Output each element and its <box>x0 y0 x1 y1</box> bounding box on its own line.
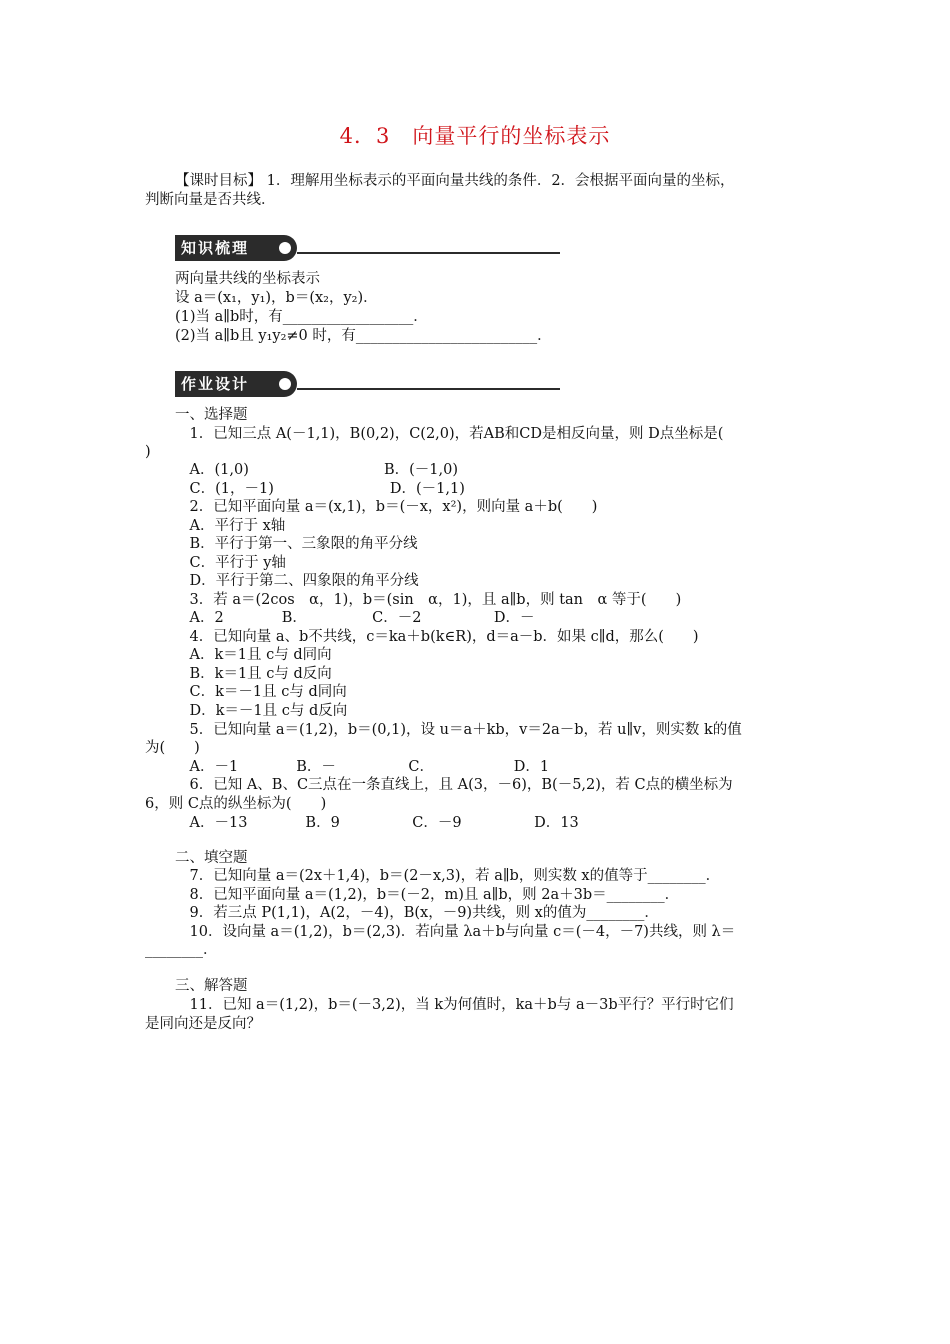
page-title: 4．3 向量平行的坐标表示 <box>339 124 611 148</box>
fill-in-line: 9．若三点 P(1,1)，A(2，－4)，B(x，－9)共线，则 x的值为________． <box>175 905 659 921</box>
homework-line: 4．已知向量 a、b不共线，c＝ka＋b(k∈R)，d＝a－b．如果 c∥d，那么( ) <box>175 629 699 645</box>
section-header-homework <box>175 371 560 397</box>
knowledge-line: (1)当 a∥b时，有__________________． <box>175 309 428 325</box>
homework-line: 2．已知平面向量 a＝(x,1)，b＝(－x，x²)，则向量 a＋b( ) <box>175 499 598 515</box>
objective-line-2: 判断向量是否共线． <box>145 192 276 208</box>
answer-line: 是同向还是反向？ <box>145 1016 261 1032</box>
fill-in-line: 8．已知平面向量 a＝(1,2)，b＝(－2，m)且 a∥b，则 2a＋3b＝________． <box>175 887 680 903</box>
knowledge-line: (2)当 a∥b且 y₁y₂≠0 时，有_________________________． <box>175 328 552 344</box>
header-rule <box>297 388 560 390</box>
badge-dot-icon <box>279 378 291 390</box>
section-header-knowledge <box>175 235 560 261</box>
answer-line: 三、解答题 <box>175 978 248 994</box>
homework-line: 5．已知向量 a＝(1,2)，b＝(0,1)，设 u＝a＋kb，v＝2a－b，若 u∥v，则实数 k的值 <box>175 722 742 738</box>
fill-in-line: ________． <box>145 942 218 958</box>
homework-line: D．k＝－1且 c与 d反向 <box>175 703 348 719</box>
homework-line: 3．若 a＝(2cos α，1)，b＝(sin α，1)，且 a∥b，则 tan α 等于( ) <box>175 592 682 608</box>
badge-dot-icon <box>279 242 291 254</box>
fill-in-line: 7．已知向量 a＝(2x＋1,4)，b＝(2－x,3)，若 a∥b，则实数 x的值等于________． <box>175 868 721 884</box>
objective-line-1: 【课时目标】 1．理解用坐标表示的平面向量共线的条件．2．会根据平面向量的坐标， <box>175 173 735 189</box>
homework-line: ) <box>145 444 151 460</box>
knowledge-line: 设 a＝(x₁，y₁)，b＝(x₂，y₂)． <box>175 290 378 306</box>
homework-line: 1．已知三点 A(－1,1)，B(0,2)，C(2,0)，若AB和CD是相反向量，则 D点坐标是( <box>175 426 724 442</box>
homework-line: A．(1,0) B．(－1,0) <box>175 462 458 478</box>
section-badge: 知识梳理 <box>175 235 297 261</box>
knowledge-line: 两向量共线的坐标表示 <box>175 271 320 287</box>
fill-in-line: 10．设向量 a＝(1,2)，b＝(2,3)．若向量 λa＋b与向量 c＝(－4，－7)共线，则 λ＝ <box>175 924 736 940</box>
homework-line: 为( ) <box>145 740 200 756</box>
homework-line: A．－1 B．－ C． D．1 <box>175 759 550 775</box>
homework-line: A．2 B． C．－2 D．－ <box>175 610 535 626</box>
homework-line: D．平行于第二、四象限的角平分线 <box>175 573 419 589</box>
header-rule <box>297 252 560 254</box>
homework-line: 6，则 C点的纵坐标为( ) <box>145 796 327 812</box>
homework-line: B．k＝1且 c与 d反向 <box>175 666 332 682</box>
homework-line: B．平行于第一、三象限的角平分线 <box>175 536 418 552</box>
section-badge: 作业设计 <box>175 371 297 397</box>
homework-line: A．平行于 x轴 <box>175 518 286 534</box>
fill-in-line: 二、填空题 <box>175 850 248 866</box>
homework-line: C．k＝－1且 c与 d同向 <box>175 684 347 700</box>
homework-line: A．k＝1且 c与 d同向 <box>175 647 332 663</box>
homework-line: 一、选择题 <box>175 407 248 423</box>
homework-line: A．－13 B．9 C．－9 D．13 <box>175 815 579 831</box>
homework-line: C．平行于 y轴 <box>175 555 286 571</box>
answer-line: 11．已知 a＝(1,2)，b＝(－3,2)，当 k为何值时，ka＋b与 a－3b平行？平行时它们 <box>175 997 734 1013</box>
homework-line: 6．已知 A、B、C三点在一条直线上，且 A(3，－6)，B(－5,2)，若 C点的横坐标为 <box>175 777 733 793</box>
homework-line: C．(1，－1) D．(－1,1) <box>175 481 465 497</box>
